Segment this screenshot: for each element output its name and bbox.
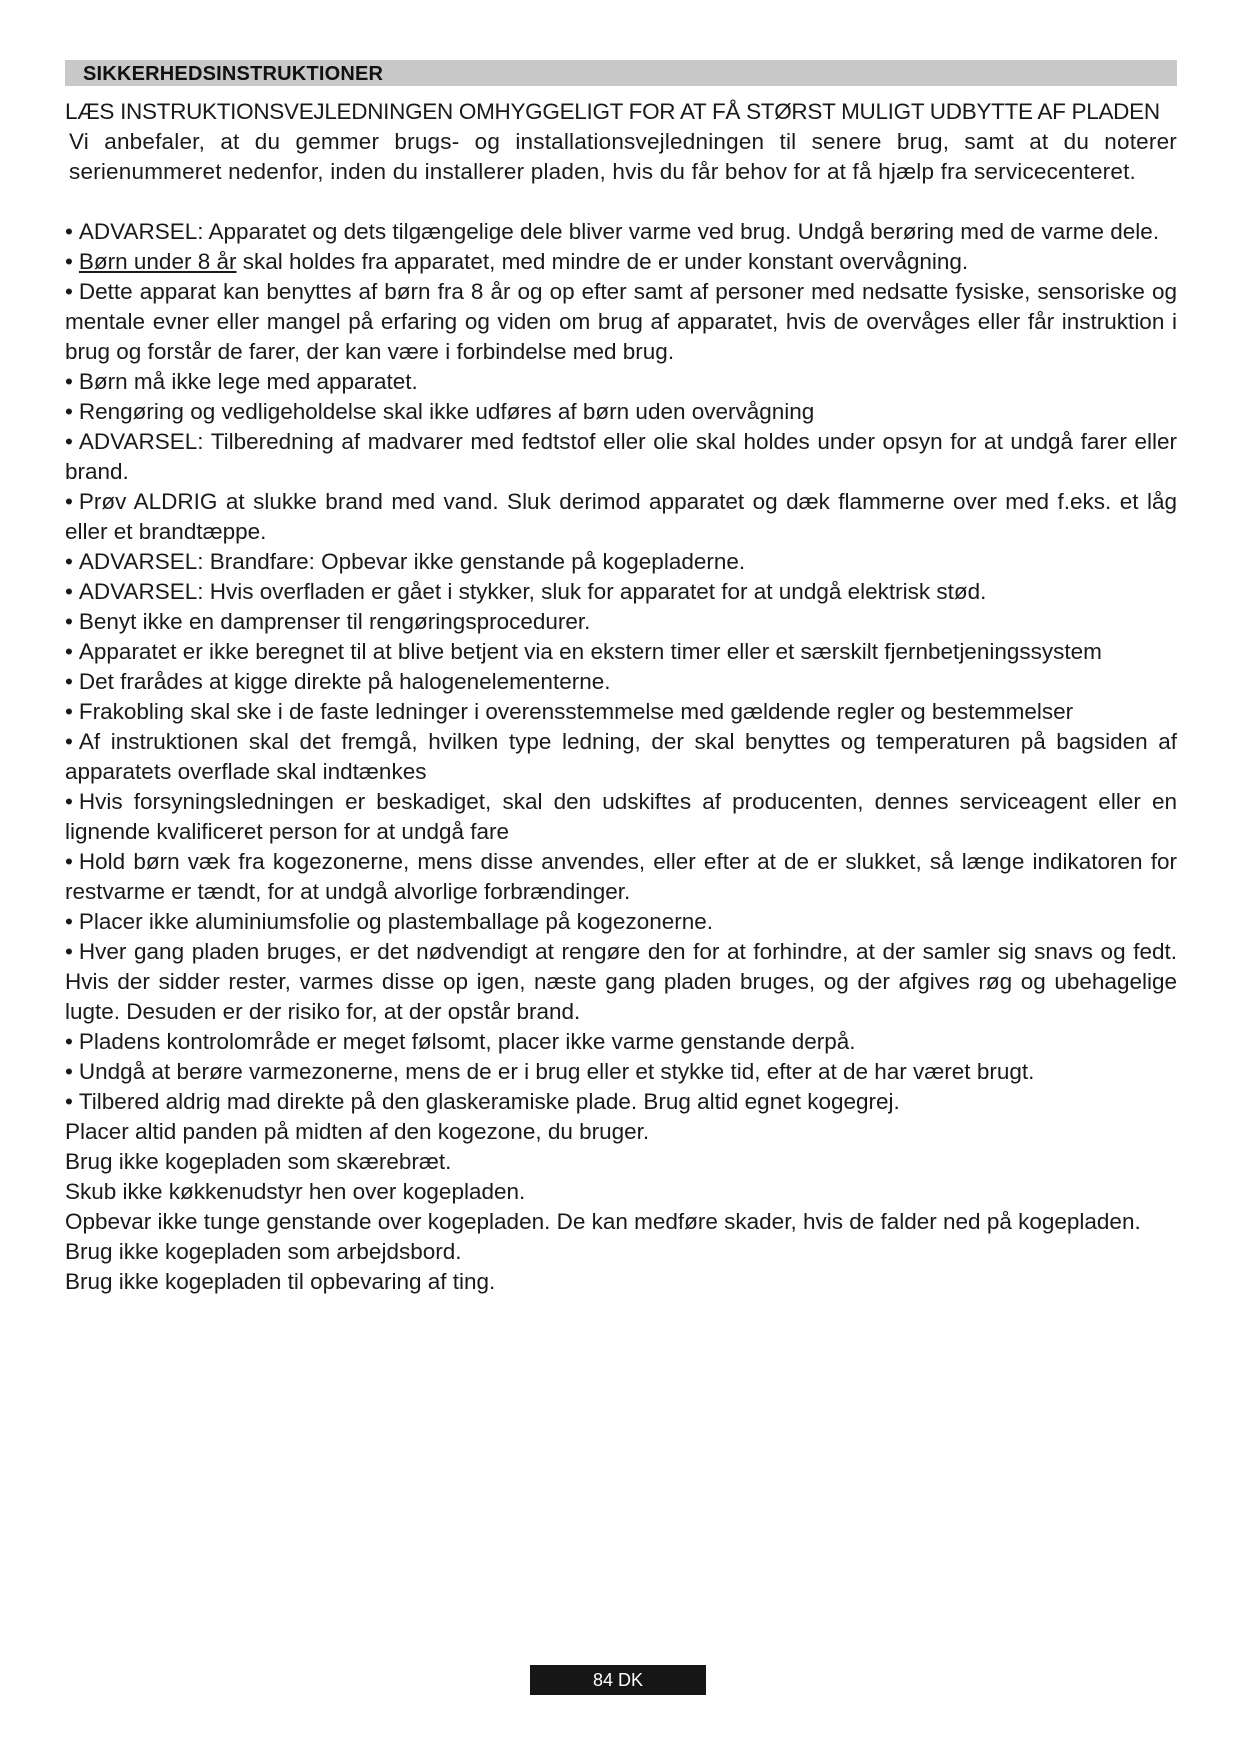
bullet-glyph: • xyxy=(65,549,73,574)
usage-line: Placer altid panden på midten af den kogezone, du bruger. xyxy=(65,1119,650,1144)
safety-item xyxy=(65,637,1177,667)
safety-list xyxy=(65,217,1177,1117)
lead-heading: LÆS INSTRUKTIONSVEJLEDNINGEN OMHYGGELIGT FOR AT FÅ STØRST MULIGT UDBYTTE AF PLADEN xyxy=(65,99,1160,124)
safety-item-text: Børn må ikke lege med apparatet. xyxy=(78,369,418,394)
safety-item xyxy=(65,1057,1177,1087)
usage-notes xyxy=(65,1117,1177,1297)
intro-paragraph: Vi anbefaler, at du gemmer brugs- og installationsvejledningen til senere brug, samt at du noterer serienummeret nedenfor, inden du installerer pladen, hvis du får behov for at få hjælp fra servicecenteret. xyxy=(69,129,1177,184)
usage-line: Opbevar ikke tunge genstande over kogepladen. De kan medføre skader, hvis de falder ned på kogepladen. xyxy=(65,1209,1141,1234)
safety-item-text: Benyt ikke en damprenser til rengøringsprocedurer. xyxy=(78,609,591,634)
bullet-glyph: • xyxy=(65,1089,73,1114)
safety-item xyxy=(65,427,1177,487)
underlined-text: Børn under 8 år xyxy=(78,249,237,274)
safety-item xyxy=(65,577,1177,607)
spacer xyxy=(65,187,1177,217)
safety-item-text: Placer ikke aluminiumsfolie og plastemballage på kogezonerne. xyxy=(78,909,713,934)
safety-item xyxy=(65,847,1177,907)
safety-item-text: Dette apparat kan benyttes af børn fra 8 år og op efter samt af personer med nedsatte fysiske, sensoriske og mentale evner eller mangel på erfaring og viden om brug af apparatet, hvis de overvåges eller får instruktion i brug og forstår de farer, der kan være i forbindelse med brug. xyxy=(65,279,1177,364)
usage-line: Skub ikke køkkenudstyr hen over kogepladen. xyxy=(65,1179,526,1204)
bullet-glyph: • xyxy=(65,789,73,814)
safety-item xyxy=(65,547,1177,577)
bullet-glyph: • xyxy=(65,909,73,934)
bullet-glyph: • xyxy=(65,219,73,244)
safety-item xyxy=(65,367,1177,397)
usage-line: Brug ikke kogepladen som skærebræt. xyxy=(65,1149,452,1174)
safety-item-text: Hold børn væk fra kogezonerne, mens disse anvendes, eller efter at de er slukket, så længe indikatoren for restvarme er tændt, for at undgå alvorlige forbrændinger. xyxy=(65,849,1177,904)
safety-item-text: Rengøring og vedligeholdelse skal ikke udføres af børn uden overvågning xyxy=(78,399,815,424)
bullet-glyph: • xyxy=(65,849,73,874)
safety-item-text: Pladens kontrolområde er meget følsomt, placer ikke varme genstande derpå. xyxy=(78,1029,856,1054)
safety-item-text: Apparatet er ikke beregnet til at blive betjent via en ekstern timer eller et særskilt fjernbetjeningssystem xyxy=(78,639,1102,664)
bullet-glyph: • xyxy=(65,1029,73,1054)
safety-item xyxy=(65,697,1177,727)
usage-line: Brug ikke kogepladen som arbejdsbord. xyxy=(65,1239,462,1264)
safety-item-text: Frakobling skal ske i de faste ledninger i overensstemmelse med gældende regler og bestemmelser xyxy=(78,699,1074,724)
document-body xyxy=(65,97,1177,1297)
section-title: SIKKERHEDSINSTRUKTIONER xyxy=(83,63,384,85)
safety-item xyxy=(65,937,1177,1027)
safety-item xyxy=(65,1027,1177,1057)
safety-item-text: Af instruktionen skal det fremgå, hvilken type ledning, der skal benyttes og temperaturen på bagsiden af apparatets overflade skal indtænkes xyxy=(65,729,1177,784)
bullet-glyph: • xyxy=(65,279,73,304)
bullet-glyph: • xyxy=(65,939,73,964)
safety-item-text: Tilbered aldrig mad direkte på den glaskeramiske plade. Brug altid egnet kogegrej. xyxy=(78,1089,900,1114)
bullet-glyph: • xyxy=(65,489,73,514)
safety-item-text: Hver gang pladen bruges, er det nødvendigt at rengøre den for at forhindre, at der samler sig snavs og fedt. Hvis der sidder rester, varmes disse op igen, næste gang pladen bruges, og der afgives røg og ubehagelige lugte. Desuden er der risiko for, at der opstår brand. xyxy=(65,939,1177,1024)
safety-item xyxy=(65,487,1177,547)
safety-item-text: ADVARSEL: Apparatet og dets tilgængelige dele bliver varme ved brug. Undgå berøring med de varme dele. xyxy=(78,219,1160,244)
section-header-bar xyxy=(65,60,1177,86)
bullet-glyph: • xyxy=(65,729,73,754)
bullet-glyph: • xyxy=(65,639,73,664)
bullet-glyph: • xyxy=(65,369,73,394)
bullet-glyph: • xyxy=(65,249,73,274)
safety-item-text: Prøv ALDRIG at slukke brand med vand. Sluk derimod apparatet og dæk flammerne over med f.eks. et låg eller et brandtæppe. xyxy=(65,489,1177,544)
safety-item xyxy=(65,607,1177,637)
safety-item xyxy=(65,217,1177,247)
bullet-glyph: • xyxy=(65,669,73,694)
usage-line: Brug ikke kogepladen til opbevaring af ting. xyxy=(65,1269,496,1294)
safety-item xyxy=(65,1087,1177,1117)
safety-item-text: Hvis forsyningsledningen er beskadiget, skal den udskiftes af producenten, dennes serviceagent eller en lignende kvalificeret person for at undgå fare xyxy=(65,789,1177,844)
safety-item-text: Undgå at berøre varmezonerne, mens de er i brug eller et stykke tid, efter at de har været brugt. xyxy=(78,1059,1035,1084)
safety-item-text: ADVARSEL: Tilberedning af madvarer med fedtstof eller olie skal holdes under opsyn for at undgå farer eller brand. xyxy=(65,429,1177,484)
bullet-glyph: • xyxy=(65,1059,73,1084)
safety-item-text: ADVARSEL: Hvis overfladen er gået i stykker, sluk for apparatet for at undgå elektrisk stød. xyxy=(78,579,987,604)
safety-item xyxy=(65,787,1177,847)
bullet-glyph: • xyxy=(65,699,73,724)
safety-item xyxy=(65,397,1177,427)
safety-item-text: skal holdes fra apparatet, med mindre de er under konstant overvågning. xyxy=(236,249,969,274)
safety-item xyxy=(65,667,1177,697)
bullet-glyph: • xyxy=(65,609,73,634)
bullet-glyph: • xyxy=(65,429,73,454)
bullet-glyph: • xyxy=(65,399,73,424)
safety-item xyxy=(65,727,1177,787)
safety-item-text: Det frarådes at kigge direkte på halogenelementerne. xyxy=(78,669,611,694)
bullet-glyph: • xyxy=(65,579,73,604)
safety-item-text: ADVARSEL: Brandfare: Opbevar ikke genstande på kogepladerne. xyxy=(78,549,746,574)
page-number: 84 DK xyxy=(530,1665,706,1695)
safety-item xyxy=(65,277,1177,367)
safety-item xyxy=(65,907,1177,937)
safety-item xyxy=(65,247,1177,277)
